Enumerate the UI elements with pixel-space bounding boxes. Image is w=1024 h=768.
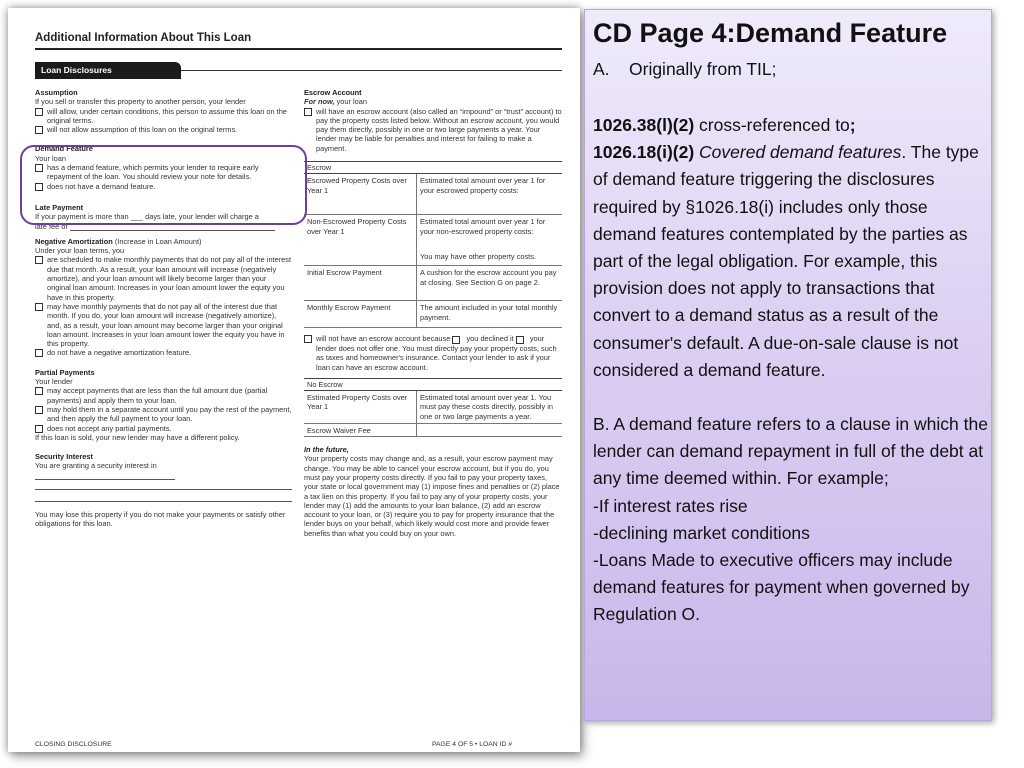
demand-feature-option-has[interactable]: has a demand feature, which permits your lender to require early repayment of the loan. You should review your note for details.: [35, 163, 292, 182]
page-title: Additional Information About This Loan: [35, 32, 252, 44]
checkbox[interactable]: [516, 336, 524, 344]
table-row: [304, 174, 562, 215]
demand-feature-intro: Your loan: [35, 153, 66, 163]
partial-payments-heading: Partial Payments: [35, 367, 95, 377]
row-label: Monthly Escrow Payment: [304, 301, 417, 327]
escrow-table: [304, 161, 562, 328]
escrow-account-heading: Escrow Account: [304, 88, 362, 97]
future-heading: In the future,: [304, 445, 349, 455]
escrow-option-will[interactable]: will have an escrow account (also called an “impound” or “trust” account) to pay the property costs listed below. Without an escrow account, you would pay them directly, possibly in one or two large payments a year. Your lender may be liable for penalties and interest for failing to make a payment.: [304, 107, 562, 153]
negative-amortization-block: [35, 237, 292, 358]
section-tab-loan-disclosures: Loan Disclosures: [35, 62, 181, 79]
no-escrow-table: [304, 378, 562, 437]
assumption-option-not-allow[interactable]: will not allow assumption of this loan on the original terms.: [35, 125, 292, 134]
late-fee-label: late fee of: [35, 221, 68, 231]
panel-body: [593, 112, 989, 629]
escrow-account-block: [304, 88, 562, 153]
assumption-heading: Assumption: [35, 88, 78, 97]
neg-am-option-may[interactable]: may have monthly payments that do not pay all of the interest due that month. If you do, your loan amount will increase (negatively amortize), and, as a result, your loan amount may become larger than your original loan amount. Increases in your loan amount lower the equity you have in this property.: [35, 302, 292, 348]
negative-amortization-intro: Under your loan terms, you: [35, 246, 125, 256]
reference-2: 1026.18(i)(2) Covered demand features. The type of demand feature triggering the disclosures required by §1026.18(i) includes only those demand features contemplated by the parties as part of the legal obligation. For example, this provision does not apply to transactions that convert to a demand status as a result of the consumer's default. A due-on-sale clause is not considered a demand feature.: [593, 142, 979, 380]
security-interest-heading: Security Interest: [35, 452, 93, 462]
security-interest-block: [35, 452, 292, 528]
neg-am-option-none[interactable]: do not have a negative amortization feature.: [35, 348, 292, 357]
checkbox[interactable]: [304, 335, 312, 343]
security-interest-line-3[interactable]: [35, 492, 292, 502]
negative-amortization-note: (Increase in Loan Amount): [114, 236, 202, 246]
partial-payments-block: [35, 368, 292, 442]
row-text: [417, 424, 562, 436]
table-row: [304, 215, 562, 266]
row-label: Estimated Property Costs over Year 1: [304, 391, 417, 423]
checkbox[interactable]: [35, 256, 43, 264]
paragraph-b: B. A demand feature refers to a clause in which the lender can demand repayment in full of the debt at any time deemed within. For example;: [593, 414, 988, 489]
checkbox[interactable]: [452, 336, 460, 344]
row-text: The amount included in your total monthly payment.: [420, 303, 558, 322]
checkbox[interactable]: [35, 425, 43, 433]
subtitle-label: A.: [593, 59, 610, 79]
future-block: [304, 445, 562, 538]
table-row: [304, 424, 562, 437]
row-label: Escrow Waiver Fee: [304, 424, 417, 436]
checkbox[interactable]: [35, 406, 43, 414]
future-text: Your property costs may change and, as a result, your escrow payment may change. You may be able to cancel your escrow account, but if you do, you must pay your property costs directly. If you fail to pay your property taxes, your state or local government may (1) impose fines and penalties or (2) place a tax lien on this property. If you fail to pay any of your property costs, your lender may (1) add the amounts to your loan balance, (2) add an escrow account to your loan, or (3) require you to pay for property insurance that the lender buys on your behalf, which likely would cost more and provide fewer benefits than what you could buy on your own.: [304, 454, 560, 538]
checkbox[interactable]: [35, 303, 43, 311]
security-interest-text: You are granting a security interest in: [35, 461, 157, 471]
demand-feature-heading: Demand Feature: [35, 144, 93, 154]
escrow-option-will-not[interactable]: will not have an escrow account because you declined it your lender does not offer one. You must directly pay your property costs, such as taxes and homeowner's insurance. Contact your lender to ask if your loan can have an escrow account.: [304, 334, 562, 371]
no-escrow-table-header: No Escrow: [304, 378, 562, 391]
checkbox[interactable]: [35, 349, 43, 357]
footer-left: CLOSING DISCLOSURE: [35, 741, 112, 748]
footer-right: PAGE 4 OF 5 • LOAN ID #: [432, 741, 513, 748]
security-interest-field[interactable]: [35, 472, 175, 480]
bullet-item: -If interest rates rise: [593, 495, 748, 516]
subtitle-text: Originally from TIL;: [629, 59, 777, 79]
right-column: [304, 88, 562, 544]
explanation-panel: [584, 9, 992, 721]
panel-subtitle: [593, 59, 777, 80]
title-divider: [35, 48, 562, 50]
demand-feature-option-none[interactable]: does not have a demand feature.: [35, 182, 292, 191]
row-text: Estimated total amount over year 1. You must pay these costs directly, possibly in one or two large payments a year.: [420, 393, 553, 421]
partial-option-hold[interactable]: may hold them in a separate account until you pay the rest of the payment, and then apply the full payment to your loan.: [35, 405, 292, 424]
assumption-option-allow[interactable]: will allow, under certain conditions, this person to assume this loan on the original terms.: [35, 107, 292, 126]
late-payment-text: If your payment is more than ___ days late, your lender will charge a: [35, 212, 259, 222]
table-row: [304, 391, 562, 424]
panel-title: CD Page 4:Demand Feature: [593, 18, 948, 48]
row-label: Escrowed Property Costs over Year 1: [304, 174, 417, 214]
partial-option-none[interactable]: does not accept any partial payments.: [35, 424, 292, 433]
assumption-intro: If you sell or transfer this property to another person, your lender: [35, 97, 246, 107]
checkbox[interactable]: [35, 126, 43, 134]
partial-payments-intro: Your lender: [35, 377, 73, 387]
negative-amortization-heading: Negative Amortization: [35, 236, 113, 246]
table-row: [304, 301, 562, 328]
bullet-item: -declining market conditions: [593, 522, 810, 543]
bullet-item: -Loans Made to executive officers may include demand features for payment when governed by Regulation O.: [593, 550, 970, 625]
checkbox[interactable]: [35, 108, 43, 116]
row-text: Estimated total amount over year 1 for your escrowed property costs:: [420, 176, 546, 195]
row-label: Non-Escrowed Property Costs over Year 1: [304, 215, 417, 265]
table-row: [304, 266, 562, 301]
closing-disclosure-page: [8, 8, 580, 752]
security-interest-line-2[interactable]: [35, 480, 292, 490]
security-interest-footer: You may lose this property if you do not make your payments or satisfy other obligations for this loan.: [35, 509, 286, 529]
row-label: Initial Escrow Payment: [304, 266, 417, 300]
row-text: Estimated total amount over year 1 for your non-escrowed property costs:: [420, 217, 546, 236]
checkbox[interactable]: [304, 108, 312, 116]
partial-option-accept[interactable]: may accept payments that are less than the full amount due (partial payments) and apply them to your loan.: [35, 386, 292, 405]
demand-feature-highlight: [20, 145, 307, 225]
checkbox[interactable]: [35, 387, 43, 395]
reference-1: 1026.38(l)(2) cross-referenced to;: [593, 115, 856, 135]
for-now-text: your loan: [334, 97, 367, 107]
late-payment-heading: Late Payment: [35, 202, 84, 212]
neg-am-option-scheduled[interactable]: are scheduled to make monthly payments that do not pay all of the interest due that month. As a result, your loan amount will increase (negatively amortize), and your loan amount will likely become larger than your original loan amount. Increases in your loan amount lower the equity you have in this property.: [35, 255, 292, 301]
for-now-label: For now,: [304, 97, 335, 107]
escrow-table-header: Escrow: [304, 161, 562, 174]
partial-payments-note: If this loan is sold, your new lender may have a different policy.: [35, 432, 240, 442]
assumption-block: [35, 88, 292, 134]
row-subtext: You may have other property costs.: [420, 251, 536, 261]
row-text: A cushion for the escrow account you pay at closing. See Section G on page 2.: [420, 268, 557, 287]
